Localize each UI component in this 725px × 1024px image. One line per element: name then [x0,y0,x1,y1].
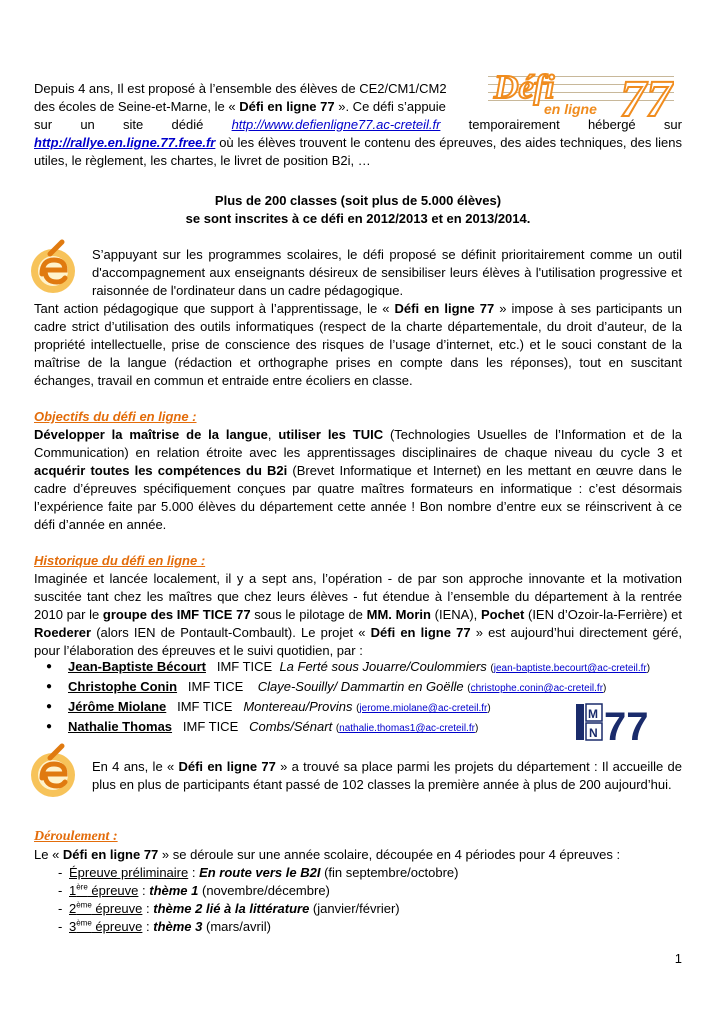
list-item: - 3ème épreuve : thème 3 (mars/avril) [34,918,682,936]
center-line-1: Plus de 200 classes (soit plus de 5.000 élèves) [214,193,502,208]
intro-line-3: sur un site dédié http://www.defienligne77.ac-creteil.fr temporairement hébergé sur [34,117,682,132]
email-link[interactable]: nathalie.thomas1@ac-creteil.fr [339,723,475,734]
historique-heading: Historique du défi en ligne : [34,553,206,568]
intro-line-2: des écoles de Seine-et-Marne, le « Défi en ligne 77 ». Ce défi s’appuie [34,99,446,114]
deroulement-heading: Déroulement : [34,829,118,844]
email-link[interactable]: christophe.conin@ac-creteil.fr [470,683,604,694]
list-item: ● Nathalie Thomas IMF TICE Combs/Sénart (nathalie.thomas1@ac-creteil.fr) [34,718,682,738]
logo-77-text: 77 [620,71,672,122]
logo-defi-text: Défi [494,69,555,106]
center-line-2: se sont inscrites à ce défi en 2012/2013 et en 2013/2014. [185,211,531,226]
e-logo-icon [24,742,82,800]
objectifs-paragraph: Développer la maîtrise de la langue, utiliser les TUIC (Technologies Usuelles de l’Information et de la Communication) en relation étroite avec les apprentissages disciplinaires de chaque niveau du cycle 3 et acquérir toutes les compétences du B2i (Brevet Informatique et Internet) en les mettant en œuvre dans le cadre d’épreuves spécifiquement conçues par quatre maîtres formateurs en informatique : c’est désormais l’expérience faite par 5.000 élèves du département cette année ! Bon nombre d’entre eux se réinscrivent à ce défi d’année en année. [34,427,682,532]
deroulement-intro: Le « Défi en ligne 77 » se déroule sur une année scolaire, découpée en 4 périodes pour 4 épreuves : [34,847,621,862]
email-link[interactable]: jerome.miolane@ac-creteil.fr [359,703,488,714]
page-number: 1 [674,951,682,966]
epreuves-list [34,864,682,936]
paragraph-four-years: En 4 ans, le « Défi en ligne 77 » a trouvé sa place parmi les projets du département : Il accueille de plus en plus de participants étant passé de 102 classes la première année à plus de 200 aujourd’hui. [92,759,682,792]
e-logo-icon [24,238,82,296]
imf-77-logo [574,700,680,744]
paragraph-action: Tant action pédagogique que support à l’apprentissage, le « Défi en ligne 77 » impose à ses participants un cadre strict d’utilisation des outils informatiques (respect de la charte départementale, du droit d’auteur, de la propriété intellectuelle, prise de conscience des risques de l’usage d’internet, etc.) et le souci constant de la maîtrise de la langue (rédaction et orthographe prises en compte dans les réponses), tout en suscitant échanges, travail en commun et entraide entre écoliers en classe. [34,301,682,388]
intro-line-1: Depuis 4 ans, Il est proposé à l’ensemble des élèves de CE2/CM1/CM2 [34,81,447,96]
list-item: ● Jean-Baptiste Bécourt IMF TICE La Ferté sous Jouarre/Coulommiers (jean-baptiste.becourt@ac-creteil.fr) [34,658,682,678]
site-link-1[interactable]: http://www.defienligne77.ac-creteil.fr [231,117,441,132]
svg-text:77: 77 [604,705,649,744]
svg-text:M: M [588,707,598,721]
center-statement [34,192,682,228]
list-item: - 1ère épreuve : thème 1 (novembre/décembre) [34,882,682,900]
site-link-2[interactable]: http://rallye.en.ligne.77.free.fr [34,135,216,150]
list-item: ● Christophe Conin IMF TICE Claye-Souilly/ Dammartin en Goëlle (christophe.conin@ac-creteil.fr) [34,678,682,698]
svg-text:N: N [589,726,598,740]
intro-line-4: http://rallye.en.ligne.77.free.fr où les élèves trouvent le contenu des épreuves, des aides techniques, des liens utiles, le règlement, les chartes, le livret de position B2i, … [34,135,682,168]
list-item: ● Jérôme Miolane IMF TICE Montereau/Provins (jerome.miolane@ac-creteil.fr) [34,698,682,718]
list-item: - Épreuve préliminaire : En route vers le B2I (fin septembre/octobre) [34,864,682,882]
email-link[interactable]: jean-baptiste.becourt@ac-creteil.fr [493,663,647,674]
logo-en-ligne-text: en ligne [544,101,597,117]
objectifs-heading: Objectifs du défi en ligne : [34,409,197,424]
list-item: - 2ème épreuve : thème 2 lié à la littérature (janvier/février) [34,900,682,918]
defi-en-ligne-logo [488,62,674,122]
paragraph-programmes: S’appuyant sur les programmes scolaires, le défi proposé se définit prioritairement comme un outil d'accompagnement aux enseignants désireux de sensibiliser leurs élèves à l'utilisation progressive et raisonnée de l'ordinateur dans un cadre pédagogique. [92,247,682,298]
historique-paragraph: Imaginée et lancée localement, il y a sept ans, l’opération - de par son approche innovante et la motivation suscitée tant chez les maîtres que chez leurs élèves - fut étendue à l’ensemble du département à la rentrée 2010 par le groupe des IMF TICE 77 sous le pilotage de MM. Morin (IENA), Pochet (IEN d’Ozoir-la-Ferrière) et Roederer (alors IEN de Pontault-Combault). Le projet « Défi en ligne 77 » est aujourd’hui directement géré, pour l’élaboration des épreuves et le suivi quotidien, par : [34,571,682,658]
